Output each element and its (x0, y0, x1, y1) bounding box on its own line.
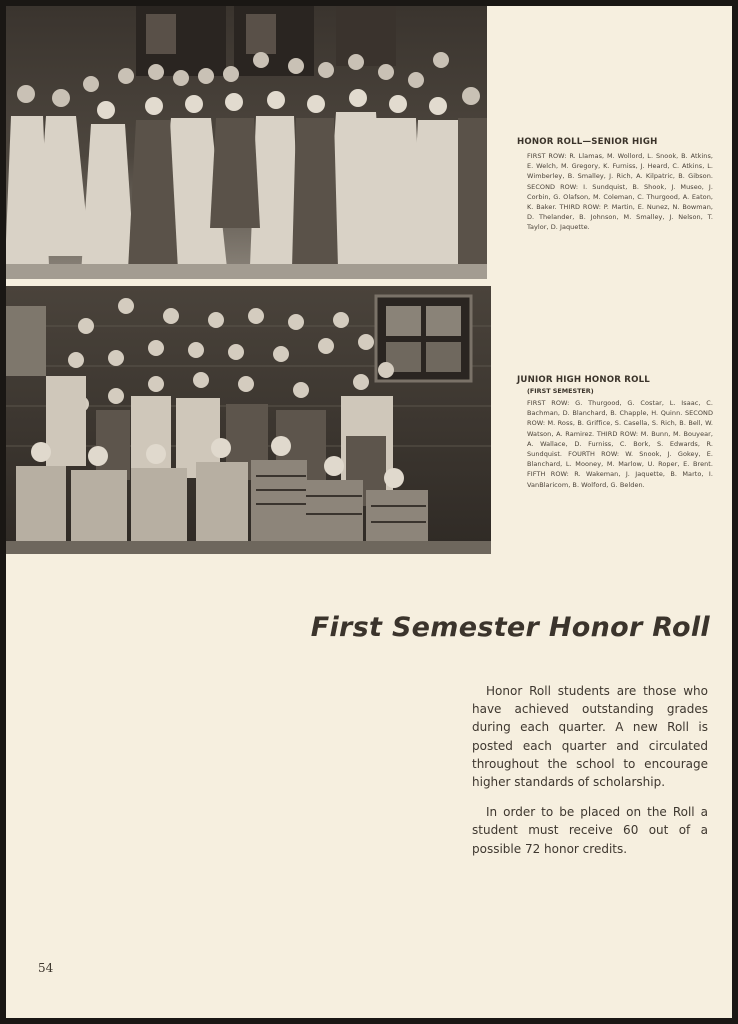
junior-caption-names: FIRST ROW: G. Thurgood, G. Costar, L. Isaac, C. Bachman, D. Blanchard, B. Chapple, H. Quinn. SECOND ROW: M. Ross, B. Griffice, S. Casella, S. Rich, B. Bell, W. Watson, A. Ramirez. THIRD ROW: M. Bunn, M. Bouyear, A. Wallace, D. Furniss, C. Bork, S. Edwards, R. Sundquist. FOURTH ROW: W. Snook, J. Gokey, E. Blanchard, L. Mooney, M. Marlow, U. Roper, E. Brent. FIFTH ROW: R. Wakeman, J. Jaquette, B. Marto, I. VanBlaricom, B. Wolford, G. Belden. (527, 399, 713, 489)
junior-honor-roll-photo (6, 286, 491, 554)
junior-caption-title: JUNIOR HIGH HONOR ROLL (517, 375, 650, 385)
body-paragraph-2: In order to be placed on the Roll a student must receive 60 out of a possible 72 honor credits. (472, 805, 708, 856)
yearbook-page (6, 6, 732, 1018)
senior-caption-title: HONOR ROLL—SENIOR HIGH (517, 137, 658, 147)
junior-caption-subtitle: (FIRST SEMESTER) (527, 387, 594, 395)
group-photo-icon (6, 6, 487, 279)
page-title: First Semester Honor Roll (310, 612, 710, 643)
senior-caption (517, 137, 713, 233)
senior-caption-names: FIRST ROW: R. Llamas, M. Wollord, L. Snook, B. Atkins, E. Welch, M. Gregory, K. Furniss, J. Heard, C. Atkins, L. Wimberley, B. Smalley, J. Rich, A. Kilpatric, B. Gibson. SECOND ROW: I. Sundquist, B. Shook, J. Museo, J. Corbin, G. Olafson, M. Coleman, C. Thurgood, A. Eaton, K. Baker. THIRD ROW: P. Martin, E. Nunez, N. Bowman, D. Thelander, B. Johnson, M. Smalley, J. Nelson, T. Taylor, D. Jaquette. (527, 152, 713, 232)
page-number: 54 (38, 961, 54, 975)
body-paragraph-1: Honor Roll students are those who have achieved outstanding grades during each quarter. A new Roll is posted each quarter and circulated throughout the school to encourage higher standards of scholarship. (472, 684, 708, 790)
junior-caption (517, 375, 713, 490)
senior-honor-roll-photo (6, 6, 487, 279)
body-text (472, 682, 708, 870)
group-photo-icon (6, 286, 491, 554)
